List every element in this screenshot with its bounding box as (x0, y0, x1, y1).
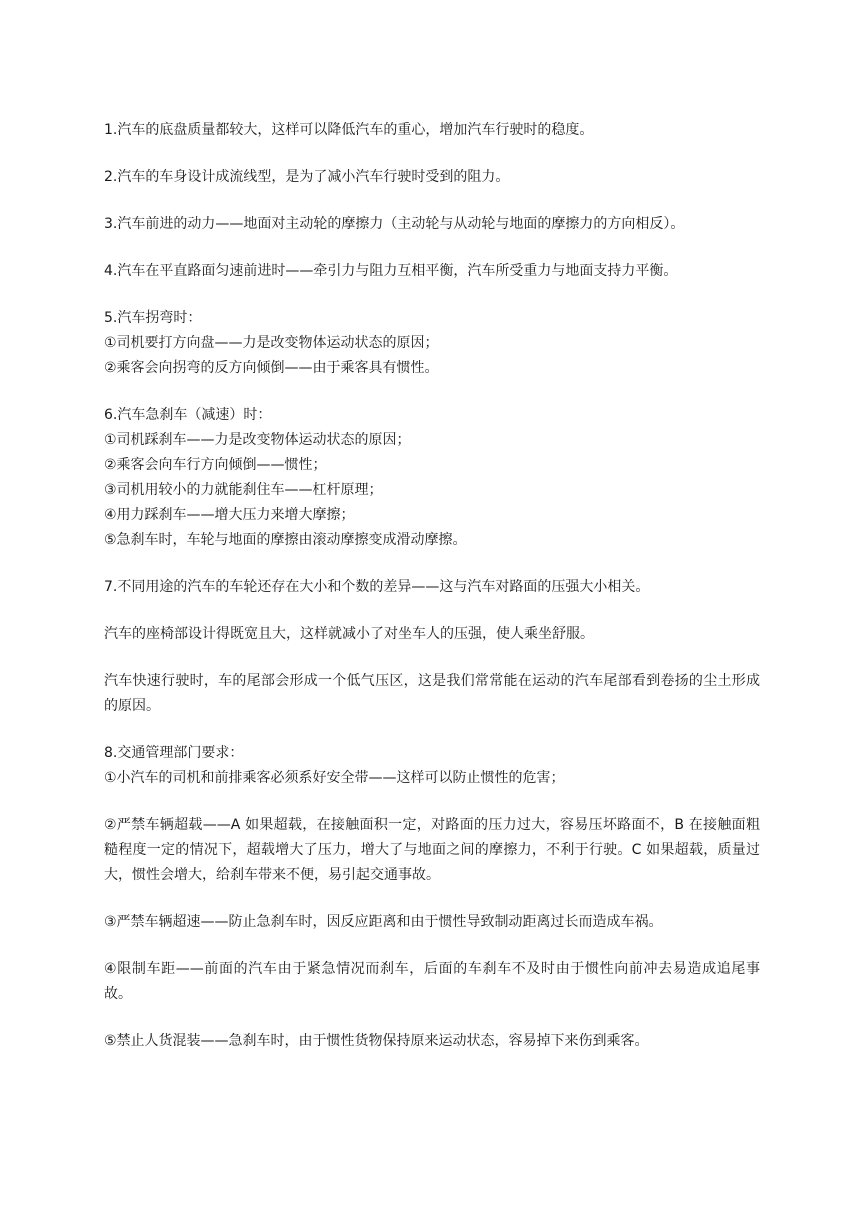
paragraph-6-heading: 6.汽车急刹车（减速）时： (104, 407, 272, 423)
paragraph-5-heading: 5.汽车拐弯时： (104, 310, 202, 326)
paragraph-6-item: ②乘客会向车行方向倾倒——惯性； (104, 457, 327, 473)
document-body (104, 118, 760, 1076)
paragraph-8-item-5: ⑤禁止人货混装——急刹车时，由于惯性货物保持原来运动状态，容易掉下来伤到乘客。 (104, 1033, 649, 1049)
paragraph-5-item: ①司机要打方向盘——力是改变物体运动状态的原因； (104, 335, 439, 351)
paragraph-3: 3.汽车前进的动力——地面对主动轮的摩擦力（主动轮与从动轮与地面的摩擦力的方向相反）。 (104, 216, 685, 232)
paragraph-2: 2.汽车的车身设计成流线型，是为了减小汽车行驶时受到的阻力。 (104, 169, 510, 185)
paragraph-8-heading: 8.交通管理部门要求： (104, 745, 244, 761)
paragraph-7: 7.不同用途的汽车的车轮还存在大小和个数的差异——这与汽车对路面的压强大小相关。 (104, 579, 650, 595)
paragraph-6-item: ①司机踩刹车——力是改变物体运动状态的原因； (104, 432, 411, 448)
paragraph-6-item: ④用力踩刹车——增大压力来增大摩擦； (104, 507, 355, 523)
paragraph-7-seat: 汽车的座椅部设计得既宽且大，这样就减小了对坐车人的压强，使人乘坐舒服。 (104, 626, 594, 642)
paragraph-8-item-4: ④限制车距——前面的汽车由于紧急情况而刹车，后面的车刹车不及时由于惯性向前冲去易造成追尾事故。 (104, 961, 760, 1002)
paragraph-6-item: ⑤急刹车时，车轮与地面的摩擦由滚动摩擦变成滑动摩擦。 (104, 532, 467, 548)
paragraph-6-item: ③司机用较小的力就能刹住车——杠杆原理； (104, 482, 383, 498)
paragraph-8-item-2: ②严禁车辆超载——A 如果超载，在接触面积一定，对路面的压力过大，容易压坏路面不，B 在接触面粗糙程度一定的情况下，超载增大了压力，增大了与地面之间的摩擦力，不利于行驶。C 如果超载，质量过大，惯性会增大，给刹车带来不便，易引起交通事故。 (104, 817, 760, 883)
paragraph-6 (104, 403, 760, 553)
paragraph-4: 4.汽车在平直路面匀速前进时——牵引力与阻力互相平衡，汽车所受重力与地面支持力平衡。 (104, 263, 678, 279)
paragraph-8-item-3: ③严禁车辆超速——防止急刹车时，因反应距离和由于惯性导致制动距离过长而造成车祸。 (104, 914, 663, 930)
paragraph-7-low-pressure: 汽车快速行驶时，车的尾部会形成一个低气压区，这是我们常常能在运动的汽车尾部看到卷扬的尘土形成的原因。 (104, 673, 760, 714)
paragraph-8-item-1: ①小汽车的司机和前排乘客必须系好安全带——这样可以防止惯性的危害； (104, 770, 565, 786)
paragraph-5-item: ②乘客会向拐弯的反方向倾倒——由于乘客具有惯性。 (104, 360, 439, 376)
paragraph-1: 1.汽车的底盘质量都较大，这样可以降低汽车的重心，增加汽车行驶时的稳度。 (104, 122, 594, 138)
paragraph-5 (104, 306, 760, 381)
paragraph-8 (104, 741, 760, 791)
